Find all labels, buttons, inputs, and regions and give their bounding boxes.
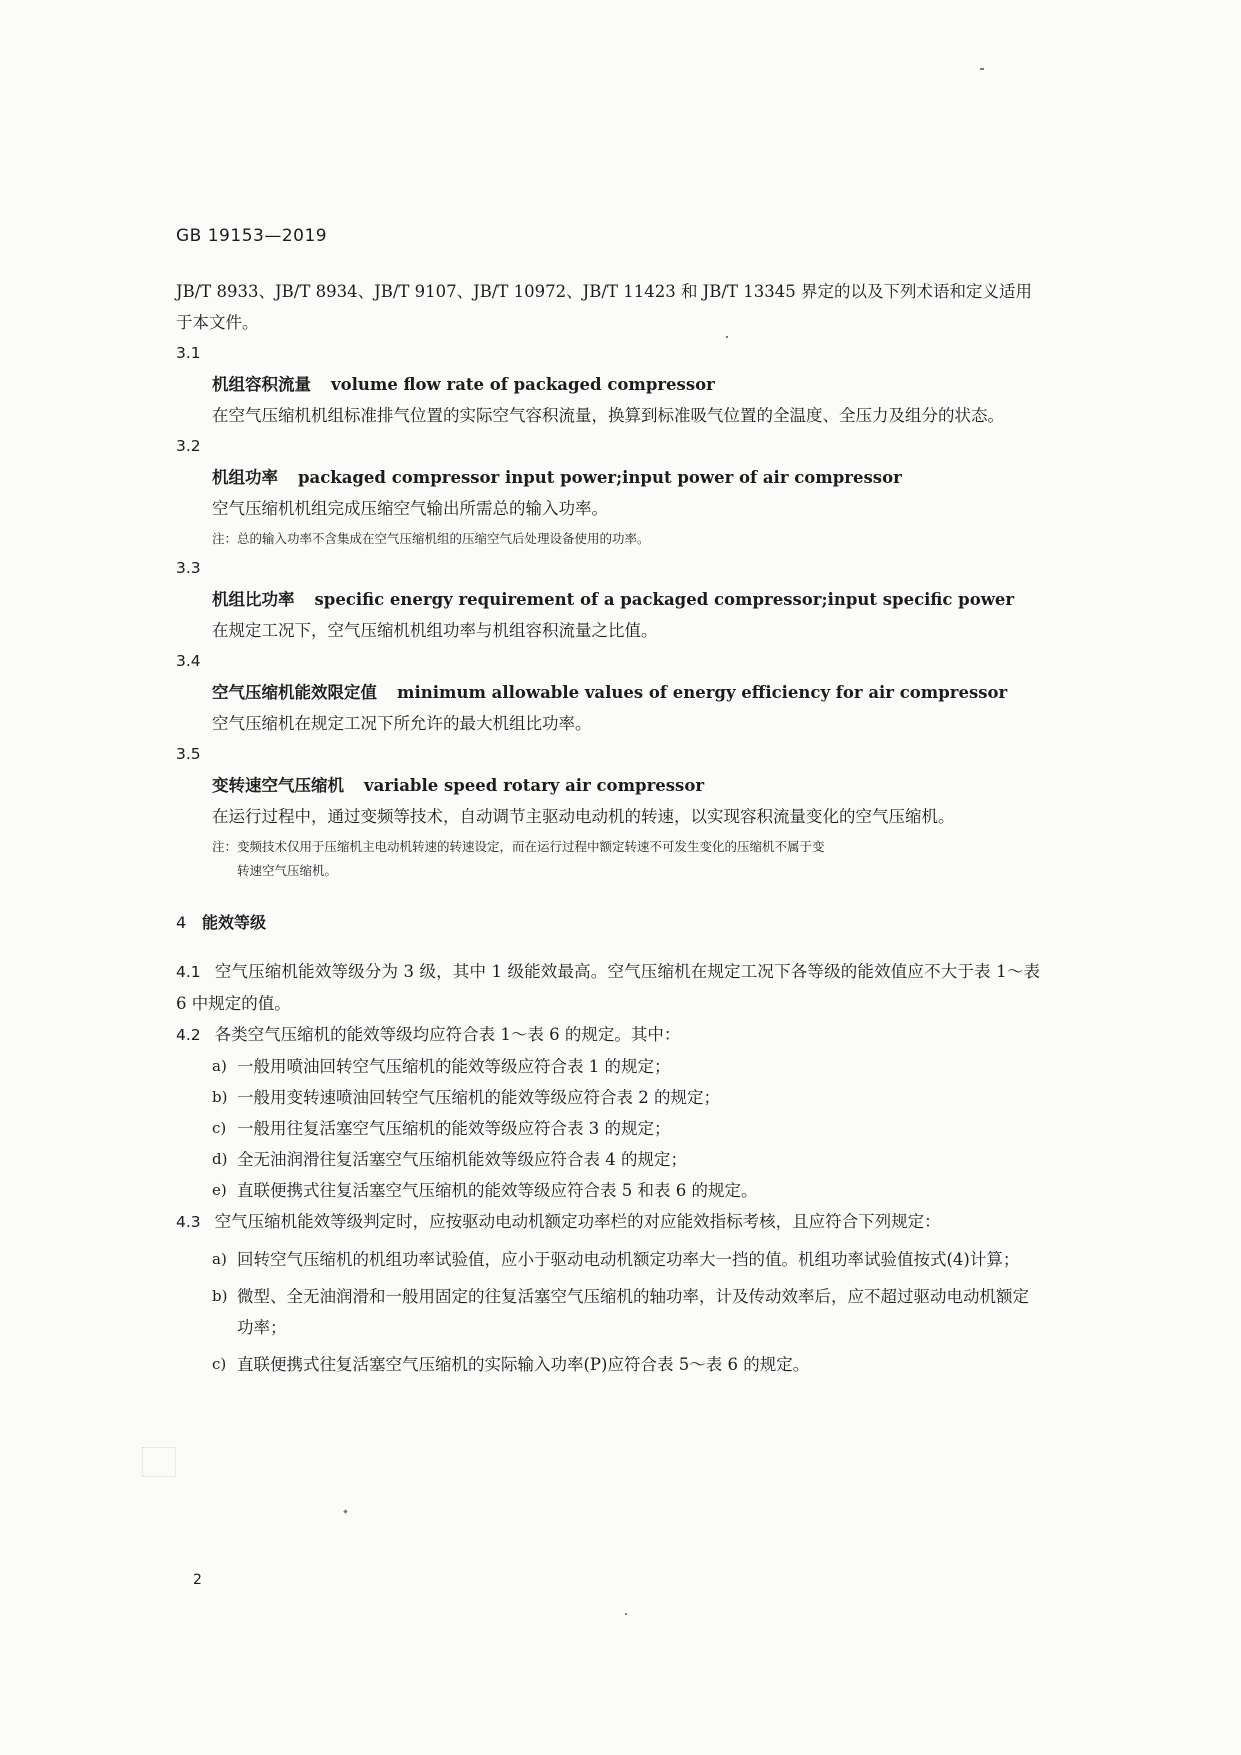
term-definition: 空气压缩机在规定工况下所允许的最大机组比功率。 xyxy=(212,714,592,733)
term-number: 3.5 xyxy=(176,745,201,763)
standard-number: GB 19153—2019 xyxy=(176,226,328,246)
list-item xyxy=(176,1349,1040,1380)
term-name-cn: 变转速空气压缩机 xyxy=(212,776,344,795)
list-item-text: 回转空气压缩机的机组功率试验值，应小于驱动电动机额定功率大一挡的值。机组功率试验值按式(4)计算； xyxy=(237,1250,1020,1269)
term-name-en: minimum allowable values of energy efficiency for air compressor xyxy=(397,683,1008,702)
list-item-label: a) xyxy=(212,1250,227,1268)
list-item-text: 微型、全无油润滑和一般用固定的往复活塞空气压缩机的轴功率，计及传动效率后，应不超过驱动电动机额定功率； xyxy=(237,1287,1029,1337)
term-note-continuation: 转速空气压缩机。 xyxy=(237,863,338,878)
term-name-en: specific energy requirement of a packaged compressor;input specific power xyxy=(314,590,1015,609)
scan-speck xyxy=(726,336,728,338)
term-number: 3.4 xyxy=(176,652,201,670)
chapter-heading xyxy=(176,907,1040,938)
list-item-label: d) xyxy=(212,1150,228,1168)
intro-paragraph: JB/T 8933、JB/T 8934、JB/T 9107、JB/T 10972、JB/T 11423 和 JB/T 13345 界定的以及下列术语和定义适用于本文件。 xyxy=(176,282,1032,332)
term-title xyxy=(176,770,1040,801)
term-number: 3.2 xyxy=(176,437,201,455)
clause-4-1 xyxy=(176,956,1040,1019)
page-number: 2 xyxy=(193,1572,202,1588)
list-item xyxy=(176,1113,1040,1144)
clause-number: 4.2 xyxy=(176,1026,201,1044)
list-item-label: c) xyxy=(212,1355,227,1373)
clause-text: 各类空气压缩机的能效等级均应符合表 1～表 6 的规定。其中： xyxy=(214,1025,681,1044)
term-name-en: volume flow rate of packaged compressor xyxy=(331,375,715,394)
page-body xyxy=(176,276,1040,1380)
clause-text: 空气压缩机能效等级分为 3 级，其中 1 级能效最高。空气压缩机在规定工况下各等级的能效值应不大于表 1～表 6 中规定的值。 xyxy=(176,962,1040,1013)
list-item-text: 直联便携式往复活塞空气压缩机的能效等级应符合表 5 和表 6 的规定。 xyxy=(237,1181,758,1200)
term-name-cn: 机组比功率 xyxy=(212,590,295,609)
list-item-label: c) xyxy=(212,1119,227,1137)
list-item-text: 一般用往复活塞空气压缩机的能效等级应符合表 3 的规定； xyxy=(237,1119,671,1138)
list-item-label: b) xyxy=(212,1287,228,1305)
term-title xyxy=(176,369,1040,400)
term-name-en: variable speed rotary air compressor xyxy=(364,776,705,795)
clause-4-3 xyxy=(176,1206,1040,1238)
chapter-title: 能效等级 xyxy=(202,913,267,932)
list-item-text: 一般用喷油回转空气压缩机的能效等级应符合表 1 的规定； xyxy=(237,1057,671,1076)
term-note: 注：变频技术仅用于压缩机主电动机转速的转速设定，而在运行过程中额定转速不可发生变化的压缩机不属于变 xyxy=(212,839,825,854)
term-name-cn: 机组容积流量 xyxy=(212,375,311,394)
list-item-text: 直联便携式往复活塞空气压缩机的实际输入功率(P)应符合表 5～表 6 的规定。 xyxy=(237,1355,810,1374)
term-number: 3.1 xyxy=(176,344,201,362)
term-definition: 在运行过程中，通过变频等技术，自动调节主驱动电动机的转速，以实现容积流量变化的空气压缩机。 xyxy=(212,807,955,826)
scan-speck xyxy=(343,1509,347,1513)
list-item-label: b) xyxy=(212,1088,228,1106)
list-item xyxy=(176,1144,1040,1175)
list-item-label: e) xyxy=(212,1181,227,1199)
term-definition: 在规定工况下，空气压缩机机组功率与机组容积流量之比值。 xyxy=(212,621,658,640)
term-definition: 在空气压缩机机组标准排气位置的实际空气容积流量，换算到标准吸气位置的全温度、全压力及组分的状态。 xyxy=(212,406,1004,425)
clause-number: 4.3 xyxy=(176,1213,201,1231)
list-item xyxy=(176,1082,1040,1113)
term-note: 注：总的输入功率不含集成在空气压缩机组的压缩空气后处理设备使用的功率。 xyxy=(212,531,650,546)
scan-speck xyxy=(980,68,984,70)
list-item-text: 全无油润滑往复活塞空气压缩机能效等级应符合表 4 的规定； xyxy=(237,1150,687,1169)
term-title xyxy=(176,462,1040,493)
term-title xyxy=(176,584,1040,615)
term-name-en: packaged compressor input power;input power of air compressor xyxy=(298,468,902,487)
faint-stamp-mark xyxy=(142,1447,176,1477)
clause-text: 空气压缩机能效等级判定时，应按驱动电动机额定功率栏的对应能效指标考核，且应符合下列规定： xyxy=(214,1212,941,1231)
list-item xyxy=(176,1051,1040,1082)
term-number: 3.3 xyxy=(176,559,201,577)
list-item-text: 一般用变转速喷油回转空气压缩机的能效等级应符合表 2 的规定； xyxy=(237,1088,720,1107)
clause-number: 4.1 xyxy=(176,963,201,981)
term-name-cn: 空气压缩机能效限定值 xyxy=(212,683,377,702)
term-name-cn: 机组功率 xyxy=(212,468,278,487)
chapter-number: 4 xyxy=(176,913,187,932)
list-item xyxy=(176,1244,1040,1275)
scan-speck xyxy=(625,1613,627,1615)
list-item xyxy=(176,1175,1040,1206)
clause-4-2 xyxy=(176,1019,1040,1051)
list-item-label: a) xyxy=(212,1057,227,1075)
list-item xyxy=(176,1281,1040,1343)
term-definition: 空气压缩机机组完成压缩空气输出所需总的输入功率。 xyxy=(212,499,608,518)
term-title xyxy=(176,677,1040,708)
